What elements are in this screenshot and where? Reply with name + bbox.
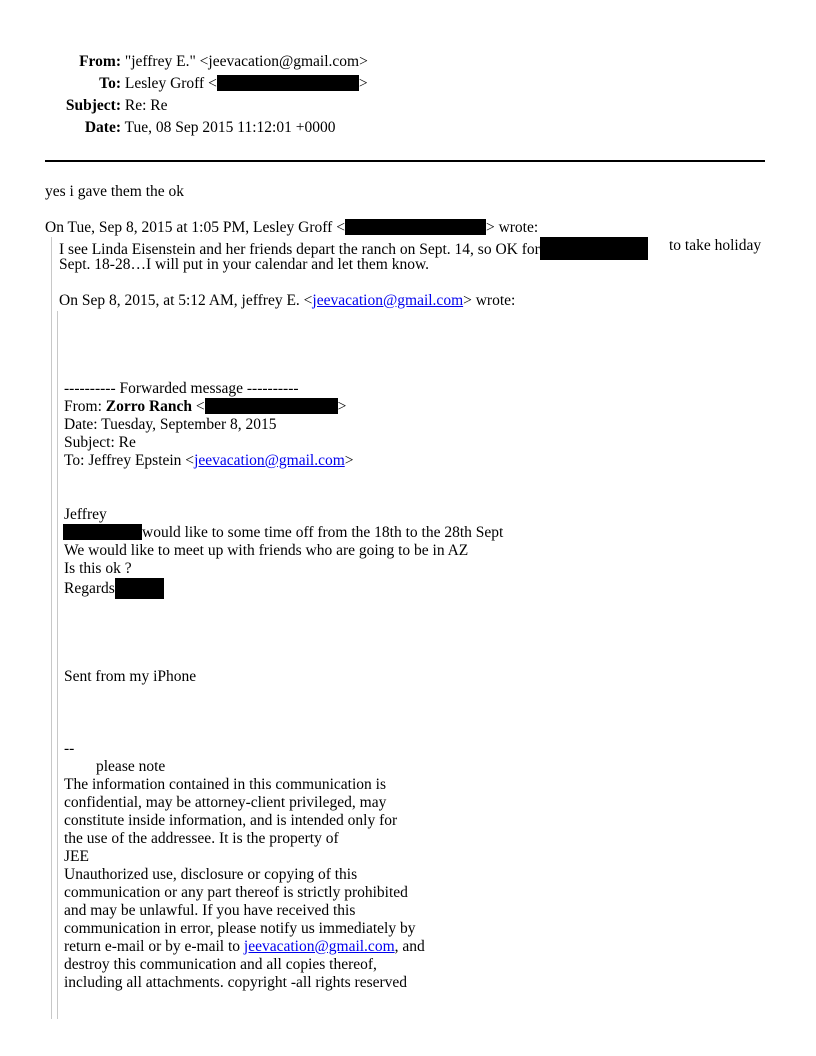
- footer-line: communication or any part thereof is strictly prohibited: [64, 884, 408, 901]
- quote1-line1-text: I see Linda Eisenstein and her friends depart the ranch on Sept. 14, so OK for: [59, 241, 540, 258]
- message-line1: [63, 524, 503, 542]
- footer-line: the use of the addressee. It is the property of: [64, 830, 339, 847]
- quote1-intro: [45, 219, 538, 237]
- footer-note: please note: [96, 758, 166, 775]
- quote-bar-inner: [57, 311, 58, 1019]
- footer-line: destroy this communication and all copies thereof,: [64, 956, 377, 973]
- forward-to: [64, 452, 354, 470]
- salutation: Jeffrey: [64, 506, 107, 523]
- message-line2: We would like to meet up with friends who are going to be in AZ: [64, 542, 469, 559]
- message-line1-text: would like to some time off from the 18th to the 28th Sept: [142, 524, 504, 541]
- footer-line: communication in error, please notify us immediately by: [64, 920, 416, 937]
- quote1-intro-text: On Tue, Sep 8, 2015 at 1:05 PM, Lesley Groff <: [45, 219, 345, 236]
- quote2-intro-text: On Sep 8, 2015, at 5:12 AM, jeffrey E. <: [59, 292, 313, 309]
- redaction: [217, 75, 359, 91]
- quote2-intro: [59, 292, 515, 310]
- quote2-email-link[interactable]: jeevacation@gmail.com: [312, 292, 464, 309]
- to-close: >: [358, 75, 368, 92]
- message-regards: [64, 578, 164, 599]
- from-value: "jeffrey E." <jeevacation@gmail.com>: [124, 53, 368, 70]
- quote2-intro-wrote: > wrote:: [463, 292, 516, 309]
- forward-from-name: Zorro Ranch: [105, 398, 193, 415]
- footer-line: Unauthorized use, disclosure or copying of this: [64, 866, 358, 883]
- subject-value: Re: Re: [124, 97, 168, 114]
- footer-dashes: --: [64, 740, 75, 757]
- subject-label: Subject:: [65, 97, 121, 114]
- header-divider: [45, 160, 765, 162]
- forward-to-close: >: [344, 452, 354, 469]
- forward-date: Date: Tuesday, September 8, 2015: [64, 416, 277, 433]
- forward-to-text: To: Jeffrey Epstein <: [64, 452, 195, 469]
- forward-subject: Subject: Re: [64, 434, 136, 451]
- date-value: Tue, 08 Sep 2015 11:12:01 +0000: [124, 119, 336, 136]
- header-to: [45, 75, 368, 93]
- header-date: [45, 119, 335, 137]
- quote1-line2: Sept. 18-28…I will put in your calendar and let them know.: [59, 256, 430, 273]
- header-from: [45, 53, 368, 71]
- footer-line: JEE: [64, 848, 89, 865]
- quote1-line1-end: to take holiday: [669, 237, 762, 254]
- quote1-intro-wrote: > wrote:: [485, 219, 539, 236]
- redaction: [63, 524, 142, 540]
- from-label: From:: [79, 53, 121, 70]
- regards-text: Regards: [64, 580, 115, 597]
- forward-from-close: >: [337, 398, 347, 415]
- footer-email-tail: , and: [394, 938, 425, 955]
- footer-email-text: return e-mail or by e-mail to: [64, 938, 244, 955]
- footer-line: constitute inside information, and is intended only for: [64, 812, 398, 829]
- forward-to-link[interactable]: jeevacation@gmail.com: [194, 452, 345, 469]
- to-label: To:: [99, 75, 121, 92]
- redaction: [345, 219, 486, 235]
- footer-line: confidential, may be attorney-client privileged, may: [64, 794, 387, 811]
- forward-from-open: <: [192, 398, 205, 415]
- footer-email-link[interactable]: jeevacation@gmail.com: [243, 938, 395, 955]
- signature: Sent from my iPhone: [64, 668, 197, 685]
- footer-line: including all attachments. copyright -all rights reserved: [64, 974, 408, 991]
- quote-bar-outer: [51, 237, 52, 1019]
- forward-separator: ---------- Forwarded message ----------: [64, 380, 299, 397]
- reply-text: yes i gave them the ok: [45, 183, 185, 200]
- to-name: Lesley Groff <: [124, 75, 217, 92]
- date-label: Date:: [84, 119, 121, 136]
- redaction: [540, 237, 648, 260]
- footer-line: The information contained in this communication is: [64, 776, 386, 793]
- redaction: [205, 398, 338, 414]
- footer-line: and may be unlawful. If you have received this: [64, 902, 356, 919]
- forward-from: [64, 398, 346, 416]
- forward-from-label: From:: [64, 398, 106, 415]
- message-line3: Is this ok ?: [64, 560, 132, 577]
- footer-email-line: [64, 938, 425, 956]
- header-subject: [45, 97, 168, 115]
- redaction: [115, 578, 164, 599]
